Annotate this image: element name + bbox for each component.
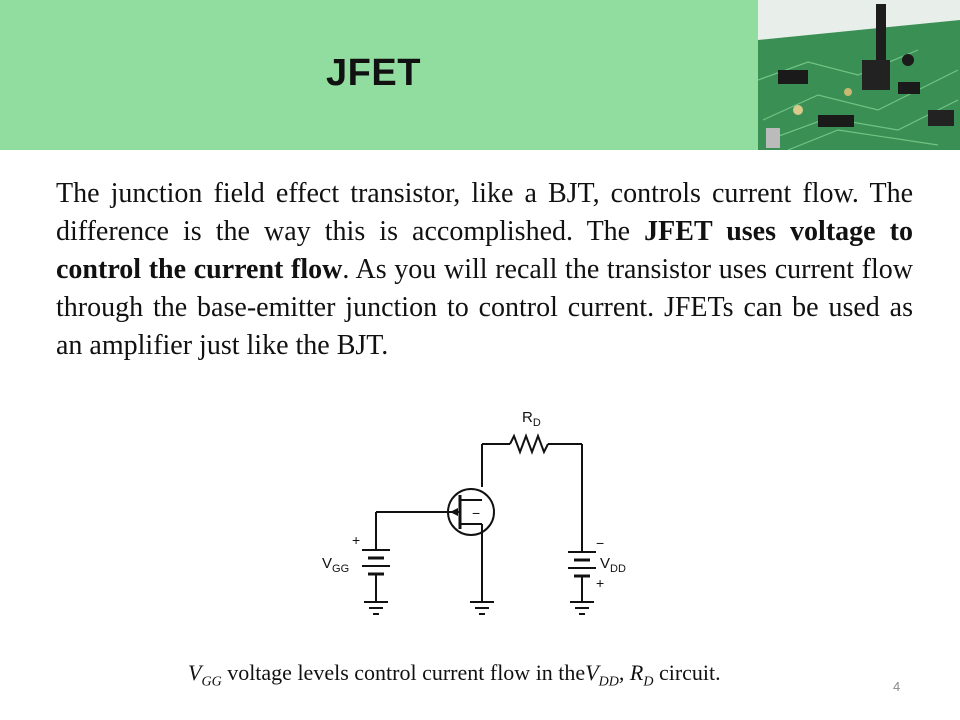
body-paragraph: The junction field effect transistor, like a BJT, controls current flow. The difference is the way this is accomplished. The JFET uses voltage to control the current flow. As you will recall the transistor uses current flow through the base-emitter junction to control current. JFETs can be used as an amplifier just like the BJT.: [56, 178, 913, 361]
vdd-plus-sign: +: [596, 575, 605, 591]
slide-number: 4: [893, 679, 901, 694]
ground-symbol-vdd: [570, 602, 594, 614]
channel-minus-sign: −: [472, 505, 481, 521]
vdd-minus-sign: −: [596, 535, 605, 551]
circuit-board-graphic: [758, 0, 960, 150]
rd-resistor: [510, 436, 548, 452]
jfet-circuit-diagram: [300, 392, 660, 637]
gate-arrow: [450, 508, 458, 516]
ground-symbol-vgg: [364, 602, 388, 614]
emphasis-text: JFET uses voltage to control the current flow: [56, 216, 913, 285]
vgg-label: $V_{GG}$: [322, 555, 350, 575]
circuit-schematic: [300, 392, 660, 637]
rd-label: $R_D$: [522, 409, 541, 429]
vdd-label: $V_{DD}$: [600, 555, 626, 575]
slide-title: JFET: [326, 52, 421, 94]
vgg-plus-sign: +: [352, 532, 361, 548]
ground-symbol-source: [470, 602, 494, 614]
circuit-board-photo: [758, 0, 960, 150]
figure-caption: $V_{GG}$ voltage levels control current flow in theV$_{DD}$, $R_D$ circuit.: [188, 660, 721, 690]
